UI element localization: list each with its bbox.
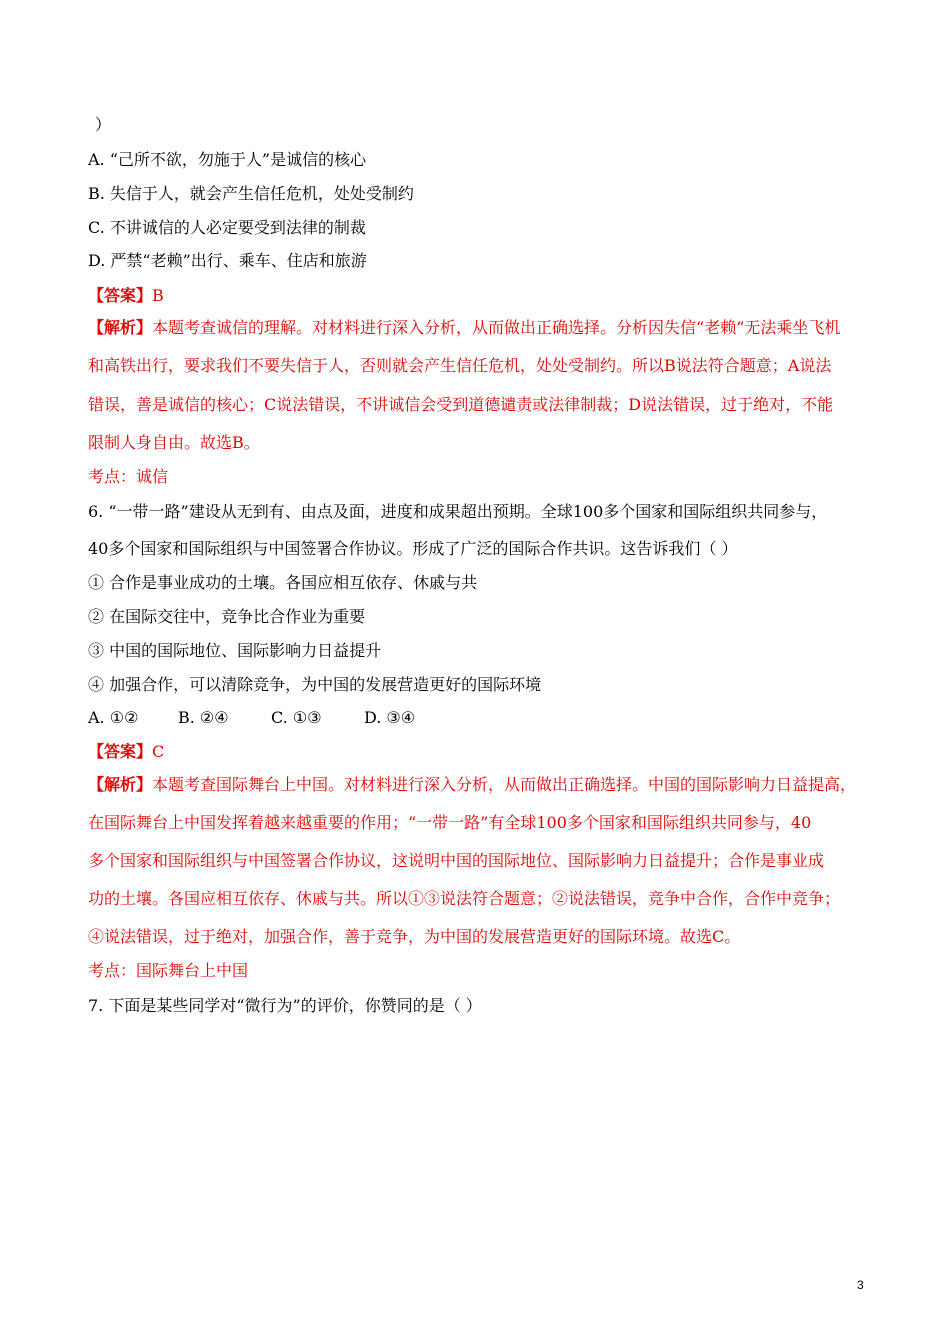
q5-stem-tail: ） <box>95 115 112 134</box>
q6-stem-line-2: 40多个国家和国际组织与中国签署合作协议。形成了广泛的国际合作共识。这告诉我们（ ） <box>88 539 738 558</box>
q6-analysis-line-3: 多个国家和国际组织与中国签署合作协议，这说明中国的国际地位、国际影响力日益提升；合作是事业成 <box>88 851 825 870</box>
q6-analysis-line-2: 在国际舞台上中国发挥着越来越重要的作用；“一带一路”有全球100多个国家和国际组织共同参与，40 <box>88 813 812 832</box>
q6-kaodian: 考点：国际舞台上中国 <box>88 961 249 980</box>
q5-option-c: C. 不讲诚信的人必定要受到法律的制裁 <box>88 218 366 237</box>
q6-analysis-text-1: 本题考查国际舞台上中国。对材料进行深入分析，从而做出正确选择。中国的国际影响力日益提高， <box>152 775 857 794</box>
q6-choices <box>88 708 415 728</box>
q6-choice-b: B. ②④ <box>178 708 229 727</box>
q6-choice-d: D. ③④ <box>364 708 416 727</box>
q6-stem-line-1: 6. “一带一路”建设从无到有、由点及面，进度和成果超出预期。全球100多个国家和国际组织共同参与， <box>88 502 828 521</box>
q6-analysis-line-4: 功的土壤。各国应相互依存、休戚与共。所以①③说法符合题意；②说法错误，竞争中合作，合作中竞争； <box>88 889 841 908</box>
q5-kaodian: 考点：诚信 <box>88 467 169 486</box>
q5-option-d: D. 严禁“老赖”出行、乘车、住店和旅游 <box>88 251 367 270</box>
q6-statement-3: ③ 中国的国际地位、国际影响力日益提升 <box>88 641 382 660</box>
q6-analysis-line-1 <box>88 775 856 795</box>
q6-analysis-label: 【解析】 <box>88 775 153 794</box>
q5-answer-label: 【答案】 <box>88 286 153 305</box>
q5-option-a: A. “己所不欲，勿施于人”是诚信的核心 <box>88 150 367 169</box>
q6-choice-c: C. ①③ <box>271 708 322 727</box>
q6-answer <box>88 742 164 762</box>
q5-analysis-line-1 <box>88 318 840 338</box>
q6-choice-a: A. ①② <box>88 708 139 727</box>
q5-analysis-text-1: 本题考查诚信的理解。对材料进行深入分析，从而做出正确选择。分析因失信“老赖”无法乘坐飞机 <box>152 318 841 337</box>
q5-analysis-line-3: 错误，善是诚信的核心；C说法错误，不讲诚信会受到道德谴责或法律制裁；D说法错误，过于绝对，不能 <box>88 395 834 414</box>
q6-statement-1: ① 合作是事业成功的土壤。各国应相互依存、休戚与共 <box>88 573 478 592</box>
q7-stem: 7. 下面是某些同学对“微行为”的评价，你赞同的是（ ） <box>88 996 482 1015</box>
q5-analysis-line-4: 限制人身自由。故选B。 <box>88 433 260 452</box>
q6-answer-label: 【答案】 <box>88 742 153 761</box>
q5-option-b: B. 失信于人，就会产生信任危机，处处受制约 <box>88 184 414 203</box>
q6-answer-value: C <box>152 742 165 761</box>
page-number: 3 <box>857 1278 864 1292</box>
q5-answer <box>88 286 164 306</box>
q6-statement-4: ④ 加强合作，可以清除竞争，为中国的发展营造更好的国际环境 <box>88 675 542 694</box>
q5-analysis-label: 【解析】 <box>88 318 153 337</box>
q5-analysis-line-2: 和高铁出行，要求我们不要失信于人，否则就会产生信任危机，处处受制约。所以B说法符合题意；A说法 <box>88 356 832 375</box>
q5-answer-value: B <box>152 286 164 305</box>
q6-statement-2: ② 在国际交往中，竞争比合作业为重要 <box>88 607 366 626</box>
q6-analysis-line-5: ④说法错误，过于绝对，加强合作，善于竞争，为中国的发展营造更好的国际环境。故选C。 <box>88 927 741 946</box>
